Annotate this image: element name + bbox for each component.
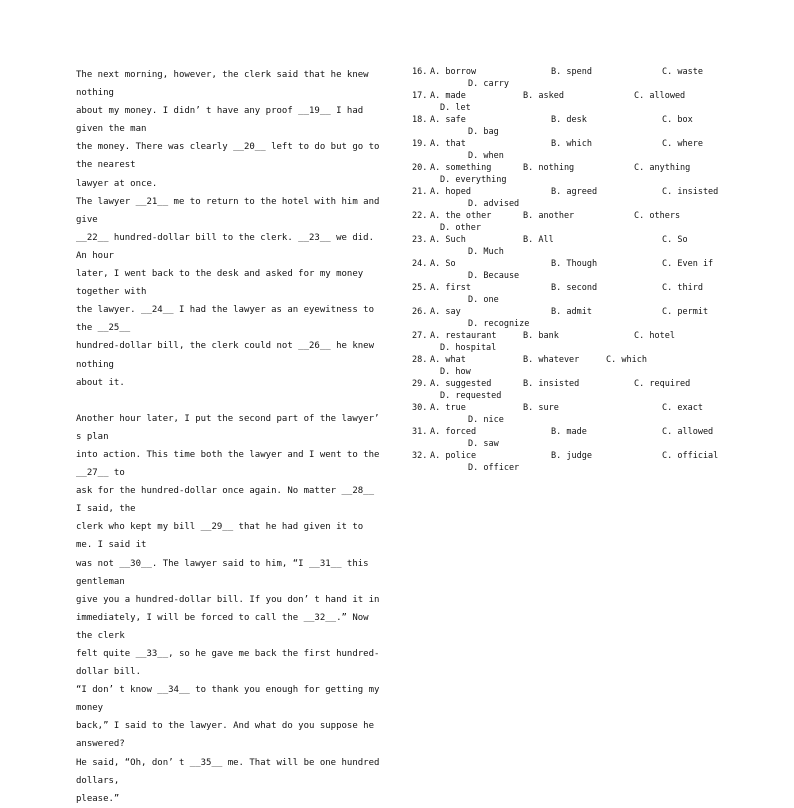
option-b: B. Though (551, 259, 598, 269)
passage-line: felt quite __33__, so he gave me back the first hundred-dollar bill. (76, 649, 380, 678)
question-29 (0, 378, 794, 390)
option-b: B. asked (523, 91, 564, 101)
option-b: B. spend (551, 67, 592, 77)
question-number: 24. (412, 259, 428, 269)
question-number: 19. (412, 139, 428, 149)
option-b: B. second (551, 283, 598, 293)
question-21 (0, 186, 794, 198)
option-b: B. another (523, 211, 575, 221)
question-number: 18. (412, 115, 428, 125)
option-d: D. requested (440, 391, 502, 401)
question-number: 31. (412, 427, 428, 437)
option-b: B. agreed (551, 187, 598, 197)
question-20 (0, 162, 794, 174)
option-d: D. nice (468, 415, 504, 425)
question-32 (0, 450, 794, 462)
question-number: 32. (412, 451, 428, 461)
option-d: D. Because (468, 271, 520, 281)
option-c: C. waste (662, 67, 703, 77)
option-d: D. hospital (440, 343, 497, 353)
option-b: B. desk (551, 115, 587, 125)
passage-line: Another hour later, I put the second part of the lawyer’ s plan (76, 413, 380, 442)
option-c: C. Even if (662, 259, 714, 269)
option-c: C. insisted (662, 187, 719, 197)
option-a: A. Such (430, 235, 466, 245)
option-c: C. exact (662, 403, 703, 413)
option-d: D. let (440, 103, 471, 113)
option-d: D. everything (440, 175, 507, 185)
passage-line: “I don’ t know __34__ to thank you enough for getting my money (76, 685, 380, 714)
option-a: A. forced (430, 427, 477, 437)
question-19 (0, 138, 794, 150)
question-32-d (0, 462, 794, 474)
question-26 (0, 306, 794, 318)
option-c: C. allowed (634, 91, 686, 101)
question-21-d (0, 198, 794, 210)
question-25-d (0, 294, 794, 306)
question-23 (0, 234, 794, 246)
option-c: C. box (662, 115, 693, 125)
passage-line: clerk who kept my bill __29__ that he had given it to me. I said it (76, 522, 364, 551)
question-16 (0, 66, 794, 78)
question-number: 17. (412, 91, 428, 101)
question-27-d (0, 342, 794, 354)
question-17 (0, 90, 794, 102)
option-c: C. others (634, 211, 681, 221)
option-c: C. which (606, 355, 647, 365)
passage-line: was not __30__. The lawyer said to him, “I __31__ this gentleman (76, 558, 369, 587)
question-number: 30. (412, 403, 428, 413)
option-d: D. how (440, 367, 471, 377)
passage-line: later, I went back to the desk and asked for my money together with (76, 269, 364, 298)
option-d: D. other (440, 223, 481, 233)
option-c: C. anything (634, 163, 691, 173)
option-a: A. police (430, 451, 477, 461)
passage-line: about my money. I didn’ t have any proof __19__ I had given the man (76, 106, 364, 135)
option-c: C. So (662, 235, 688, 245)
passage-line: The lawyer __21__ me to return to the hotel with him and give (76, 196, 380, 225)
passage-line: ask for the hundred-dollar once again. No matter __28__ I said, the (76, 486, 375, 515)
option-c: C. hotel (634, 331, 675, 341)
passage-line: The next morning, however, the clerk said that he knew nothing (76, 70, 369, 99)
option-b: B. whatever (523, 355, 580, 365)
option-b: B. sure (523, 403, 559, 413)
option-a: A. what (430, 355, 466, 365)
option-a: A. borrow (430, 67, 477, 77)
option-a: A. that (430, 139, 466, 149)
question-18-d (0, 126, 794, 138)
option-d: D. when (468, 151, 504, 161)
option-b: B. made (551, 427, 587, 437)
option-b: B. which (551, 139, 592, 149)
option-b: B. judge (551, 451, 592, 461)
question-19-d (0, 150, 794, 162)
option-c: C. required (634, 379, 691, 389)
option-a: A. the other (430, 211, 492, 221)
option-a: A. made (430, 91, 466, 101)
passage-line: He said, “Oh, don’ t __35__ me. That will be one hundred dollars, (76, 757, 380, 786)
option-a: A. say (430, 307, 461, 317)
question-17-d (0, 102, 794, 114)
passage-line: lawyer at once. (76, 178, 158, 189)
question-28-d (0, 366, 794, 378)
option-c: C. where (662, 139, 703, 149)
option-d: D. Much (468, 247, 504, 257)
question-16-d (0, 78, 794, 90)
question-number: 21. (412, 187, 428, 197)
question-28 (0, 354, 794, 366)
option-d: D. recognize (468, 319, 530, 329)
passage-line: the money. There was clearly __20__ left to do but go to the nearest (76, 142, 380, 171)
option-c: C. permit (662, 307, 709, 317)
question-25 (0, 282, 794, 294)
passage-line: about it. (76, 377, 125, 388)
option-b: B. admit (551, 307, 592, 317)
option-d: D. bag (468, 127, 499, 137)
option-c: C. allowed (662, 427, 714, 437)
option-a: A. hoped (430, 187, 471, 197)
option-d: D. one (468, 295, 499, 305)
option-c: C. official (662, 451, 719, 461)
question-number: 20. (412, 163, 428, 173)
question-27 (0, 330, 794, 342)
option-d: D. saw (468, 439, 499, 449)
question-number: 27. (412, 331, 428, 341)
option-d: D. officer (468, 463, 520, 473)
option-a: A. safe (430, 115, 466, 125)
question-number: 16. (412, 67, 428, 77)
question-31 (0, 426, 794, 438)
option-b: B. bank (523, 331, 559, 341)
question-number: 29. (412, 379, 428, 389)
option-a: A. true (430, 403, 466, 413)
question-18 (0, 114, 794, 126)
question-number: 22. (412, 211, 428, 221)
passage-line: into action. This time both the lawyer and I went to the __27__ to (76, 449, 380, 479)
question-24 (0, 258, 794, 270)
passage-line: please.” (76, 793, 120, 804)
option-b: B. insisted (523, 379, 580, 389)
question-24-d (0, 270, 794, 282)
question-number: 25. (412, 283, 428, 293)
question-31-d (0, 438, 794, 450)
question-number: 28. (412, 355, 428, 365)
option-a: A. first (430, 283, 471, 293)
option-a: A. So (430, 259, 456, 269)
question-22-d (0, 222, 794, 234)
passage-line: hundred-dollar bill, the clerk could not __26__ he knew nothing (76, 341, 375, 370)
passage-line: the lawyer. __24__ I had the lawyer as an eyewitness to the __25__ (76, 305, 375, 334)
passage-line: immediately, I will be forced to call the __32__.” Now the clerk (76, 612, 369, 641)
passage-line: give you a hundred-dollar bill. If you don’ t hand it in (76, 594, 380, 605)
question-29-d (0, 390, 794, 402)
option-d: D. advised (468, 199, 520, 209)
option-b: B. All (523, 235, 554, 245)
question-number: 26. (412, 307, 428, 317)
question-26-d (0, 318, 794, 330)
option-a: A. suggested (430, 379, 492, 389)
passage-line: back,” I said to the lawyer. And what do you suppose he answered? (76, 721, 375, 750)
question-30 (0, 402, 794, 414)
option-c: C. third (662, 283, 703, 293)
question-23-d (0, 246, 794, 258)
option-a: A. restaurant (430, 331, 497, 341)
option-a: A. something (430, 163, 492, 173)
question-20-d (0, 174, 794, 186)
question-number: 23. (412, 235, 428, 245)
question-30-d (0, 414, 794, 426)
question-22 (0, 210, 794, 222)
passage-line: __22__ hundred-dollar bill to the clerk. __23__ we did. An hour (76, 232, 375, 261)
option-d: D. carry (468, 79, 509, 89)
option-b: B. nothing (523, 163, 575, 173)
